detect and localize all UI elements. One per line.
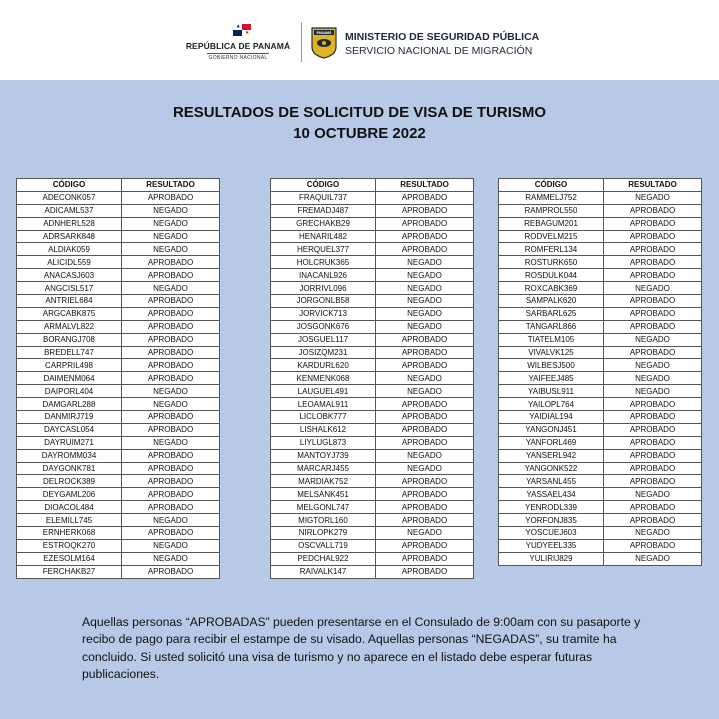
result-status: APROBADO — [376, 539, 474, 552]
table-row — [271, 295, 474, 308]
applicant-code: ROSTURK650 — [499, 256, 604, 269]
result-status: APROBADO — [122, 295, 220, 308]
result-status: NEGADO — [376, 385, 474, 398]
applicant-code: RAMPROL550 — [499, 204, 604, 217]
result-status: APROBADO — [604, 501, 702, 514]
result-status: APROBADO — [604, 295, 702, 308]
results-table-2 — [270, 178, 474, 579]
table-row — [499, 436, 702, 449]
table-row — [17, 488, 220, 501]
result-status: APROBADO — [376, 501, 474, 514]
applicant-code: ADRSARK848 — [17, 230, 122, 243]
result-status: APROBADO — [122, 527, 220, 540]
applicant-code: DAYCASL054 — [17, 423, 122, 436]
table-row — [499, 372, 702, 385]
table-row — [17, 269, 220, 282]
applicant-code: DAMGARL288 — [17, 398, 122, 411]
code-column-header: CÓDIGO — [17, 179, 122, 192]
table-row — [271, 217, 474, 230]
result-status: NEGADO — [604, 372, 702, 385]
result-status: APROBADO — [376, 333, 474, 346]
result-status: APROBADO — [122, 320, 220, 333]
table-row — [271, 269, 474, 282]
applicant-code: YANFORL469 — [499, 436, 604, 449]
table-row — [271, 372, 474, 385]
applicant-code: LEOAMAL911 — [271, 398, 376, 411]
applicant-code: JOSGUEL117 — [271, 333, 376, 346]
header-bar — [0, 0, 719, 80]
result-status: APROBADO — [376, 243, 474, 256]
result-status: NEGADO — [376, 282, 474, 295]
applicant-code: ANTRIEL684 — [17, 295, 122, 308]
result-status: APROBADO — [122, 372, 220, 385]
table-row — [499, 359, 702, 372]
result-status: APROBADO — [604, 230, 702, 243]
applicant-code: MARDIAK752 — [271, 475, 376, 488]
result-status: APROBADO — [122, 449, 220, 462]
result-status: NEGADO — [376, 462, 474, 475]
applicant-code: DAYGONK781 — [17, 462, 122, 475]
table-row — [17, 462, 220, 475]
result-status: APROBADO — [376, 514, 474, 527]
republica-title: REPÚBLICA DE PANAMÁ — [185, 41, 291, 51]
table-row — [271, 552, 474, 565]
result-status: APROBADO — [604, 307, 702, 320]
table-row — [271, 527, 474, 540]
result-status: APROBADO — [604, 514, 702, 527]
table-row — [271, 539, 474, 552]
applicant-code: VIVALVK125 — [499, 346, 604, 359]
result-status: APROBADO — [604, 256, 702, 269]
table-row — [17, 527, 220, 540]
applicant-code: ELEMILL745 — [17, 514, 122, 527]
applicant-code: YOSCUEJ603 — [499, 527, 604, 540]
applicant-code: ALDIAK059 — [17, 243, 122, 256]
footer-notice: Aquellas personas “APROBADAS” pueden presentarse en el Consulado de 9:00am con su pasaporte y recibo de pago para recibir el estampe de su visado. Aquellas personas “NEGADAS”, su tramite ha concluido. Si usted solicitó una visa de turismo y no aparece en el listado debe esperar futuras publicaciones. — [82, 615, 641, 681]
result-status: APROBADO — [376, 191, 474, 204]
applicant-code: DANMIRJ719 — [17, 411, 122, 424]
applicant-code: GRECHAKB29 — [271, 217, 376, 230]
table-row — [271, 243, 474, 256]
applicant-code: YAIFEEJ485 — [499, 372, 604, 385]
table-row — [271, 501, 474, 514]
applicant-code: JORRIVL096 — [271, 282, 376, 295]
applicant-code: FREMADJ487 — [271, 204, 376, 217]
applicant-code: MANTOYJ739 — [271, 449, 376, 462]
table-row — [499, 501, 702, 514]
table-row — [17, 436, 220, 449]
applicant-code: ESTROQK270 — [17, 539, 122, 552]
table-row — [17, 217, 220, 230]
panama-flag-icon: ★ ★ — [233, 24, 251, 36]
result-status: NEGADO — [122, 217, 220, 230]
result-status: NEGADO — [122, 385, 220, 398]
result-status: NEGADO — [376, 256, 474, 269]
table-row — [271, 488, 474, 501]
applicant-code: YUDYEEL335 — [499, 539, 604, 552]
table-row — [17, 282, 220, 295]
table-row — [17, 539, 220, 552]
table-row — [499, 411, 702, 424]
servicio-subtitle: SERVICIO NACIONAL DE MIGRACIÓN — [345, 45, 533, 57]
table-row — [271, 411, 474, 424]
result-status: NEGADO — [604, 385, 702, 398]
applicant-code: ANACASJ603 — [17, 269, 122, 282]
table-row — [17, 552, 220, 565]
table-row — [17, 346, 220, 359]
table-row — [17, 501, 220, 514]
result-status: APROBADO — [376, 488, 474, 501]
result-status: APROBADO — [122, 333, 220, 346]
page-title: RESULTADOS DE SOLICITUD DE VISA DE TURISMO — [172, 104, 547, 121]
table-row — [17, 295, 220, 308]
result-status: APROBADO — [376, 475, 474, 488]
table-row — [271, 204, 474, 217]
applicant-code: PEDCHAL922 — [271, 552, 376, 565]
result-status: NEGADO — [376, 307, 474, 320]
applicant-code: TANGARL866 — [499, 320, 604, 333]
applicant-code: INACANL926 — [271, 269, 376, 282]
table-row — [271, 346, 474, 359]
applicant-code: MARCARJ455 — [271, 462, 376, 475]
table-row — [499, 295, 702, 308]
table-row — [17, 333, 220, 346]
applicant-code: REBAGUM201 — [499, 217, 604, 230]
table-row — [271, 385, 474, 398]
result-status: APROBADO — [122, 359, 220, 372]
applicant-code: RAIVALK147 — [271, 565, 376, 578]
applicant-code: YASSAEL434 — [499, 488, 604, 501]
table-row — [17, 423, 220, 436]
result-status: APROBADO — [122, 501, 220, 514]
table-row — [17, 359, 220, 372]
applicant-code: OSCVALL719 — [271, 539, 376, 552]
result-status: NEGADO — [604, 359, 702, 372]
migracion-seal-icon — [311, 27, 337, 59]
result-status: NEGADO — [122, 230, 220, 243]
result-status: APROBADO — [376, 398, 474, 411]
applicant-code: HOLCRUK365 — [271, 256, 376, 269]
table-row — [271, 436, 474, 449]
applicant-code: SAMPALK620 — [499, 295, 604, 308]
applicant-code: ARGCABK875 — [17, 307, 122, 320]
result-status: NEGADO — [122, 204, 220, 217]
applicant-code: YANGONK522 — [499, 462, 604, 475]
result-status: APROBADO — [122, 488, 220, 501]
table-row — [499, 475, 702, 488]
table-row — [271, 398, 474, 411]
table-row — [271, 462, 474, 475]
table-row — [499, 333, 702, 346]
table-row — [499, 488, 702, 501]
applicant-code: ARMALVL822 — [17, 320, 122, 333]
result-status: APROBADO — [604, 462, 702, 475]
result-status: APROBADO — [604, 423, 702, 436]
result-status: APROBADO — [604, 411, 702, 424]
table-row — [271, 256, 474, 269]
page-date: 10 OCTUBRE 2022 — [293, 125, 426, 142]
result-status: NEGADO — [122, 282, 220, 295]
result-status: NEGADO — [376, 295, 474, 308]
applicant-code: YAILOPL764 — [499, 398, 604, 411]
table-row — [17, 204, 220, 217]
result-status: NEGADO — [376, 449, 474, 462]
applicant-code: KARDURL620 — [271, 359, 376, 372]
table-row — [17, 385, 220, 398]
table-row — [17, 320, 220, 333]
ministerio-title: MINISTERIO DE SEGURIDAD PÚBLICA — [345, 31, 540, 43]
result-status: NEGADO — [376, 527, 474, 540]
result-status: APROBADO — [122, 565, 220, 578]
result-status: NEGADO — [604, 527, 702, 540]
result-column-header: RESULTADO — [604, 179, 702, 192]
result-status: APROBADO — [122, 462, 220, 475]
table-row — [499, 230, 702, 243]
table-row — [271, 191, 474, 204]
table-row — [499, 514, 702, 527]
applicant-code: YAIDIAL194 — [499, 411, 604, 424]
table-row — [17, 256, 220, 269]
applicant-code: LIYLUGL873 — [271, 436, 376, 449]
table-row — [271, 282, 474, 295]
applicant-code: DAIPORL404 — [17, 385, 122, 398]
result-status: NEGADO — [604, 552, 702, 565]
result-status: APROBADO — [376, 565, 474, 578]
applicant-code: ROMFERL134 — [499, 243, 604, 256]
table-row — [271, 423, 474, 436]
result-status: NEGADO — [122, 552, 220, 565]
applicant-code: BORANGJ708 — [17, 333, 122, 346]
result-status: APROBADO — [376, 436, 474, 449]
result-status: APROBADO — [376, 217, 474, 230]
applicant-code: MELSANK451 — [271, 488, 376, 501]
applicant-code: YENRODL339 — [499, 501, 604, 514]
applicant-code: NIRLOPK279 — [271, 527, 376, 540]
table-row — [271, 565, 474, 578]
table-row — [499, 552, 702, 565]
table-row — [271, 359, 474, 372]
applicant-code: KENMENK068 — [271, 372, 376, 385]
applicant-code: ADICAML537 — [17, 204, 122, 217]
table-row — [499, 423, 702, 436]
applicant-code: LICLOBK777 — [271, 411, 376, 424]
result-status: APROBADO — [604, 204, 702, 217]
applicant-code: JORGONLB58 — [271, 295, 376, 308]
applicant-code: RODVELM215 — [499, 230, 604, 243]
applicant-code: CARPRIL498 — [17, 359, 122, 372]
applicant-code: ROXCABK369 — [499, 282, 604, 295]
result-status: NEGADO — [122, 436, 220, 449]
applicant-code: JORVICK713 — [271, 307, 376, 320]
table-row — [271, 514, 474, 527]
table-row — [499, 449, 702, 462]
results-table-1 — [16, 178, 220, 579]
result-status: APROBADO — [604, 436, 702, 449]
table-row — [17, 243, 220, 256]
result-status: APROBADO — [122, 307, 220, 320]
table-row — [17, 191, 220, 204]
result-status: APROBADO — [604, 398, 702, 411]
applicant-code: YORFONJ835 — [499, 514, 604, 527]
applicant-code: SARBARL625 — [499, 307, 604, 320]
table-row — [499, 191, 702, 204]
table-row — [17, 398, 220, 411]
result-status: APROBADO — [376, 423, 474, 436]
table-row — [499, 527, 702, 540]
result-status: NEGADO — [122, 398, 220, 411]
result-status: APROBADO — [376, 552, 474, 565]
result-status: APROBADO — [122, 423, 220, 436]
applicant-code: HERQUEL377 — [271, 243, 376, 256]
applicant-code: DEYGAML206 — [17, 488, 122, 501]
applicant-code: YULIRIJ829 — [499, 552, 604, 565]
result-status: APROBADO — [376, 230, 474, 243]
applicant-code: MIGTORL160 — [271, 514, 376, 527]
applicant-code: DAYRUIM271 — [17, 436, 122, 449]
applicant-code: DAIMENM064 — [17, 372, 122, 385]
result-status: APROBADO — [604, 449, 702, 462]
result-status: NEGADO — [376, 269, 474, 282]
table-row — [271, 449, 474, 462]
table-row — [499, 539, 702, 552]
table-row — [499, 282, 702, 295]
result-status: NEGADO — [122, 514, 220, 527]
table-row — [499, 256, 702, 269]
table-row — [17, 514, 220, 527]
table-row — [17, 230, 220, 243]
seal-label: PANAMÁ — [316, 31, 332, 35]
result-status: APROBADO — [604, 320, 702, 333]
applicant-code: EZESOLM164 — [17, 552, 122, 565]
applicant-code: FERCHAKB27 — [17, 565, 122, 578]
table-row — [17, 307, 220, 320]
logo-divider-line — [207, 53, 269, 54]
table-row — [271, 475, 474, 488]
result-status: APROBADO — [604, 346, 702, 359]
result-status: APROBADO — [604, 475, 702, 488]
result-column-header: RESULTADO — [122, 179, 220, 192]
table-row — [271, 333, 474, 346]
applicant-code: DELROCK389 — [17, 475, 122, 488]
result-status: APROBADO — [604, 243, 702, 256]
result-status: NEGADO — [376, 320, 474, 333]
result-status: NEGADO — [604, 282, 702, 295]
result-status: APROBADO — [604, 269, 702, 282]
applicant-code: DAYROMM034 — [17, 449, 122, 462]
table-row — [17, 449, 220, 462]
gobierno-subtitle: GOBIERNO NACIONAL — [208, 55, 268, 61]
table-row — [499, 243, 702, 256]
table-row — [17, 411, 220, 424]
applicant-code: LAUGUEL491 — [271, 385, 376, 398]
applicant-code: YARSANL455 — [499, 475, 604, 488]
result-status: APROBADO — [376, 411, 474, 424]
applicant-code: YAIBUSL911 — [499, 385, 604, 398]
applicant-code: LISHALK612 — [271, 423, 376, 436]
applicant-code: JOSGONK676 — [271, 320, 376, 333]
code-column-header: CÓDIGO — [271, 179, 376, 192]
table-row — [17, 565, 220, 578]
table-row — [499, 320, 702, 333]
applicant-code: ALICIDL559 — [17, 256, 122, 269]
result-status: APROBADO — [376, 359, 474, 372]
result-status: NEGADO — [122, 243, 220, 256]
applicant-code: ROSDULK044 — [499, 269, 604, 282]
result-status: APROBADO — [122, 411, 220, 424]
result-status: APROBADO — [122, 346, 220, 359]
applicant-code: HENARIL482 — [271, 230, 376, 243]
applicant-code: RAMMELJ752 — [499, 191, 604, 204]
applicant-code: MELGONL747 — [271, 501, 376, 514]
result-status: NEGADO — [604, 488, 702, 501]
applicant-code: ADECONK057 — [17, 191, 122, 204]
result-status: NEGADO — [604, 191, 702, 204]
applicant-code: FRAQUIL737 — [271, 191, 376, 204]
applicant-code: YANGONJ451 — [499, 423, 604, 436]
result-status: APROBADO — [376, 204, 474, 217]
code-column-header: CÓDIGO — [499, 179, 604, 192]
result-status: NEGADO — [376, 372, 474, 385]
result-status: APROBADO — [376, 346, 474, 359]
table-row — [499, 346, 702, 359]
table-row — [499, 385, 702, 398]
applicant-code: ERNHERK068 — [17, 527, 122, 540]
result-status: APROBADO — [604, 539, 702, 552]
table-row — [499, 217, 702, 230]
table-row — [499, 204, 702, 217]
applicant-code: TIATELM105 — [499, 333, 604, 346]
applicant-code: DIOACOL484 — [17, 501, 122, 514]
result-status: APROBADO — [122, 191, 220, 204]
table-row — [271, 307, 474, 320]
table-row — [499, 269, 702, 282]
applicant-code: ADNHERL528 — [17, 217, 122, 230]
result-status: APROBADO — [604, 217, 702, 230]
result-status: NEGADO — [122, 539, 220, 552]
table-row — [499, 462, 702, 475]
result-column-header: RESULTADO — [376, 179, 474, 192]
result-status: NEGADO — [604, 333, 702, 346]
result-status: APROBADO — [122, 475, 220, 488]
table-row — [17, 475, 220, 488]
table-row — [271, 320, 474, 333]
result-status: APROBADO — [122, 269, 220, 282]
applicant-code: YANSERL942 — [499, 449, 604, 462]
table-row — [499, 398, 702, 411]
applicant-code: BREDELL747 — [17, 346, 122, 359]
table-row — [271, 230, 474, 243]
results-table-3 — [498, 178, 702, 566]
applicant-code: WILBESJ500 — [499, 359, 604, 372]
table-row — [499, 307, 702, 320]
applicant-code: JOSIZQM231 — [271, 346, 376, 359]
header-divider — [301, 22, 302, 62]
table-row — [17, 372, 220, 385]
applicant-code: ANGCISL517 — [17, 282, 122, 295]
result-status: APROBADO — [122, 256, 220, 269]
